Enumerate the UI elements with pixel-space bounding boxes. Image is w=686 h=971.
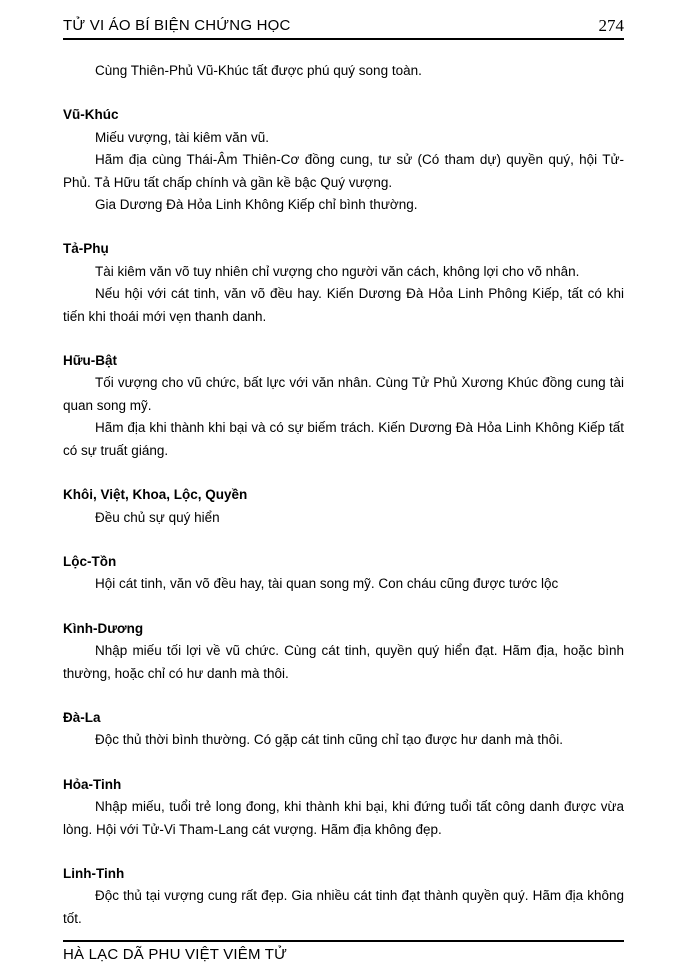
- section-body: [63, 127, 624, 217]
- section-body: [63, 885, 624, 930]
- section: [63, 484, 624, 529]
- sections: [63, 104, 624, 930]
- section: [63, 551, 624, 596]
- section-body: [63, 729, 624, 751]
- section-heading: Lộc-Tồn: [63, 553, 117, 569]
- section-body: [63, 573, 624, 595]
- paragraph: Hãm địa khi thành khi bại và có sự biếm trách. Kiến Dương Đà Hỏa Linh Không Kiếp tất có sự truất giáng.: [63, 420, 624, 458]
- section-body: [63, 796, 624, 841]
- paragraph: Độc thủ thời bình thường. Có gặp cát tinh cũng chỉ tạo được hư danh mà thôi.: [95, 732, 563, 748]
- section-body: [63, 640, 624, 685]
- page-number: 274: [598, 16, 624, 35]
- paragraph: Tài kiêm văn võ tuy nhiên chỉ vượng cho người văn cách, không lợi cho võ nhân.: [95, 263, 580, 279]
- section: [63, 707, 624, 752]
- paragraph: Nhập miếu tối lợi về vũ chức. Cùng cát tinh, quyền quý hiển đạt. Hãm địa, hoặc bình thường, hoặc chỉ có hư danh mà thôi.: [63, 643, 624, 681]
- paragraph: Miếu vượng, tài kiêm văn vũ.: [95, 129, 269, 145]
- paragraph: Tối vượng cho vũ chức, bất lực với văn nhân. Cùng Tử Phủ Xương Khúc đồng cung tài quan song mỹ.: [63, 375, 624, 413]
- paragraph: Đều chủ sự quý hiển: [95, 509, 220, 525]
- section-heading: Linh-Tinh: [63, 865, 125, 881]
- section-body: [63, 372, 624, 462]
- paragraph: Hãm địa cùng Thái-Âm Thiên-Cơ đồng cung, tư sử (Có tham dự) quyền quý, hội Tử-Phủ. Tả Hữu tất chấp chính và gần kề bậc Quý vượng.: [63, 152, 624, 190]
- section-heading: Hỏa-Tinh: [63, 776, 122, 792]
- running-head-title: TỬ VI ÁO BÍ BIỆN CHỨNG HỌC: [63, 17, 291, 34]
- paragraph: Gia Dương Đà Hỏa Linh Không Kiếp chỉ bình thường.: [95, 197, 418, 213]
- section: [63, 238, 624, 328]
- section-heading: Tả-Phụ: [63, 241, 109, 257]
- section-heading: Hữu-Bật: [63, 353, 118, 369]
- page-header: [63, 17, 624, 40]
- section-body: [63, 507, 624, 529]
- intro-paragraph: Cùng Thiên-Phủ Vũ-Khúc tất được phú quý song toàn.: [95, 63, 422, 78]
- section: [63, 618, 624, 685]
- section-heading: Vũ-Khúc: [63, 107, 119, 123]
- section-heading: Đà-La: [63, 709, 101, 725]
- paragraph: Nếu hội với cát tinh, văn võ đều hay. Kiến Dương Đà Hỏa Linh Phông Kiếp, tất có khi tiến khi thoái mới vẹn thanh danh.: [63, 286, 624, 324]
- section-heading: Khôi, Việt, Khoa, Lộc, Quyền: [63, 487, 248, 503]
- section: [63, 350, 624, 462]
- section: [63, 774, 624, 841]
- section: [63, 863, 624, 930]
- paragraph: Nhập miếu, tuổi trẻ long đong, khi thành khi bại, khi đứng tuổi tất công danh được vừa lòng. Hội với Tử-Vi Tham-Lang cát vượng. Hãm địa không đẹp.: [63, 799, 624, 837]
- section-body: [63, 261, 624, 328]
- section: [63, 104, 624, 216]
- paragraph: Hội cát tinh, văn võ đều hay, tài quan song mỹ. Con cháu cũng được tước lộc: [95, 576, 559, 592]
- section-heading: Kình-Dương: [63, 620, 144, 636]
- page-footer: HÀ LẠC DÃ PHU VIỆT VIÊM TỬ: [63, 940, 624, 964]
- paragraph: Độc thủ tại vượng cung rất đẹp. Gia nhiều cát tinh đạt thành quyền quý. Hãm địa không tốt.: [63, 888, 624, 926]
